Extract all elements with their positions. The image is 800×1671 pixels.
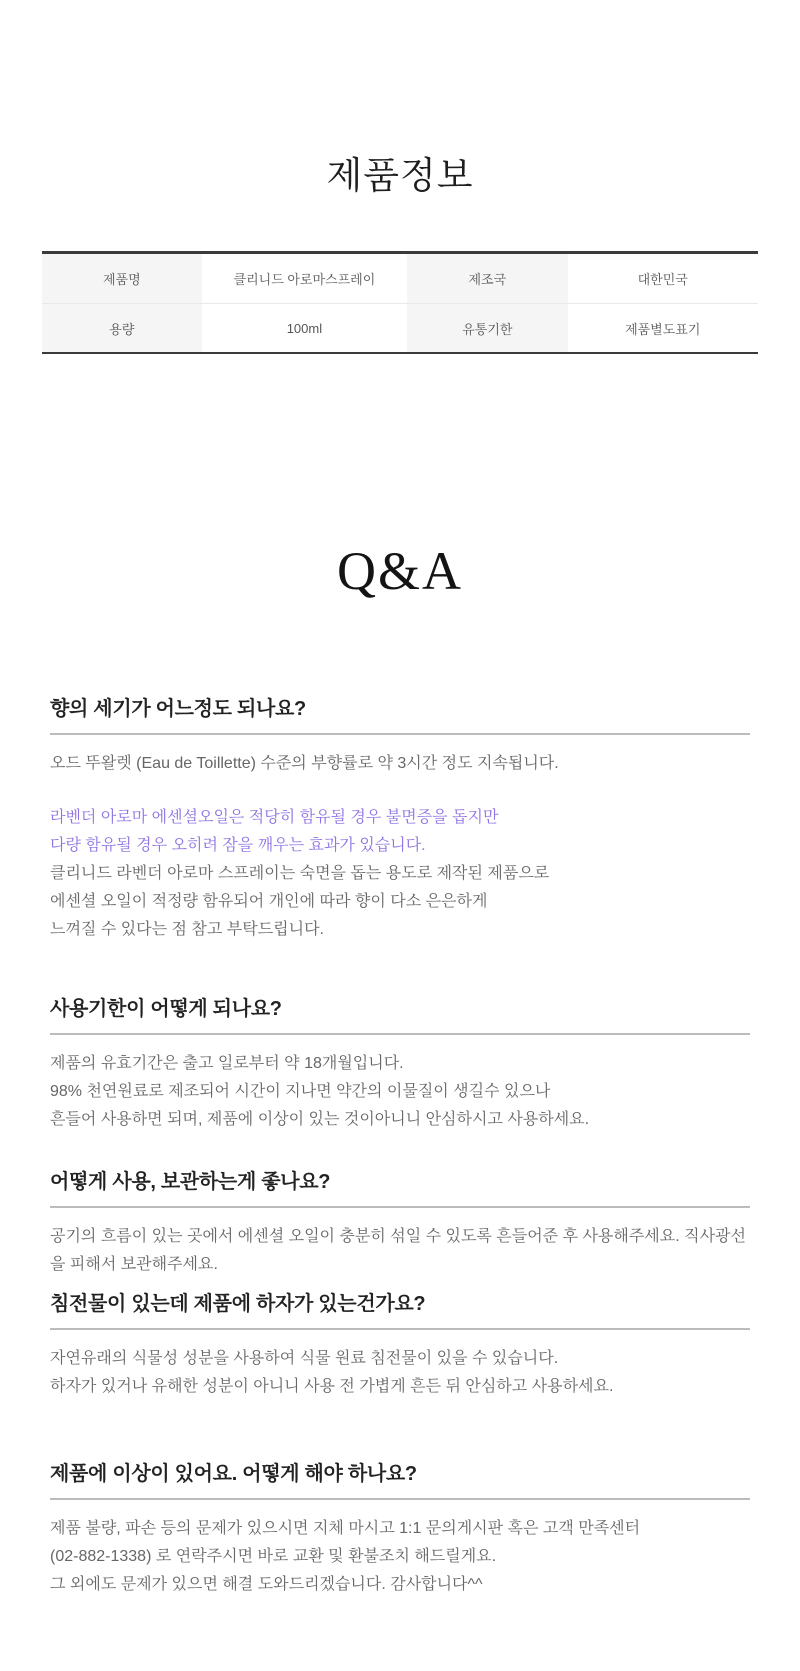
qa-answer-line: 에센셜 오일이 적정량 함유되어 개인에 따라 향이 다소 은은하게	[50, 893, 488, 910]
table-header-country: 제조국	[407, 254, 567, 303]
table-value-country: 대한민국	[637, 272, 688, 287]
qa-answer-line: 하자가 있거나 유해한 성분이 아니니 사용 전 가볍게 흔든 뒤 안심하고 사용하세요.	[50, 1378, 614, 1395]
qa-answer-line: 98% 천연원료로 제조되어 시간이 지나면 약간의 이물질이 생길수 있으나	[50, 1083, 551, 1100]
qa-question: 향의 세기가 어느정도 되나요?	[50, 698, 306, 720]
qa-answer	[50, 1500, 750, 1599]
qa-item-defect	[50, 1457, 750, 1599]
qa-answer-line: 공기의 흐름이 있는 곳에서 에센셜 오일이 충분히 섞일 수 있도록 흔들어준 후 사용해주세요. 직사광선을 피해서 보관해주세요.	[50, 1228, 746, 1273]
qa-item-scent-strength	[50, 692, 750, 944]
qa-answer-line: (02-882-1338) 로 연락주시면 바로 교환 및 환불조치 해드릴게요.	[50, 1548, 497, 1565]
qa-answer	[50, 1330, 750, 1401]
product-info-table	[42, 251, 758, 354]
qa-answer-line: 자연유래의 식물성 성분을 사용하여 식물 원료 침전물이 있을 수 있습니다.	[50, 1350, 559, 1367]
qa-answer-line-highlight: 라벤더 아로마 에센셜오일은 적당히 함유될 경우 불면증을 돕지만	[50, 809, 499, 826]
qa-answer-line-highlight: 다량 함유될 경우 오히려 잠을 깨우는 효과가 있습니다.	[50, 837, 426, 854]
page-title: 제품정보	[326, 155, 474, 196]
qa-section-title: Q&A	[337, 541, 463, 601]
qa-answer-line: 클리니드 라벤더 아로마 스프레이는 숙면을 돕는 용도로 제작된 제품으로	[50, 865, 550, 882]
qa-question: 침전물이 있는데 제품에 하자가 있는건가요?	[50, 1293, 426, 1315]
qa-answer-line: 제품 불량, 파손 등의 문제가 있으시면 지체 마시고 1:1 문의게시판 혹은 고객 만족센터	[50, 1520, 641, 1537]
qa-answer	[50, 1035, 750, 1134]
qa-answer	[50, 735, 750, 944]
table-header-volume: 용량	[42, 304, 202, 352]
qa-item-usage-storage	[50, 1165, 750, 1279]
table-value-volume: 100ml	[286, 320, 323, 336]
table-row	[42, 254, 758, 303]
table-value-expiry: 제품별도표기	[625, 321, 701, 337]
qa-question: 어떻게 사용, 보관하는게 좋나요?	[50, 1171, 331, 1193]
table-row	[42, 303, 758, 352]
qa-answer	[50, 1208, 750, 1279]
qa-item-shelf-life	[50, 992, 750, 1134]
qa-list	[50, 692, 750, 1599]
qa-item-sediment	[50, 1287, 750, 1401]
qa-question: 제품에 이상이 있어요. 어떻게 해야 하나요?	[50, 1463, 417, 1485]
qa-question: 사용기한이 어떻게 되나요?	[50, 998, 282, 1020]
qa-answer-line: 그 외에도 문제가 있으면 해결 도와드리겠습니다. 감사합니다^^	[50, 1576, 483, 1593]
table-header-product-name: 제품명	[42, 254, 202, 303]
qa-answer-line: 느껴질 수 있다는 점 참고 부탁드립니다.	[50, 921, 324, 938]
qa-answer-line: 제품의 유효기간은 출고 일로부터 약 18개월입니다.	[50, 1055, 404, 1072]
qa-answer-line: 오드 뚜왈렛 (Eau de Toillette) 수준의 부향률로 약 3시간 정도 지속됩니다.	[50, 755, 559, 772]
table-header-expiry: 유통기한	[407, 304, 567, 352]
qa-answer-line: 흔들어 사용하면 되며, 제품에 이상이 있는 것이아니니 안심하시고 사용하세요.	[50, 1111, 590, 1128]
table-value-product-name: 클리니드 아로마스프레이	[233, 272, 376, 287]
